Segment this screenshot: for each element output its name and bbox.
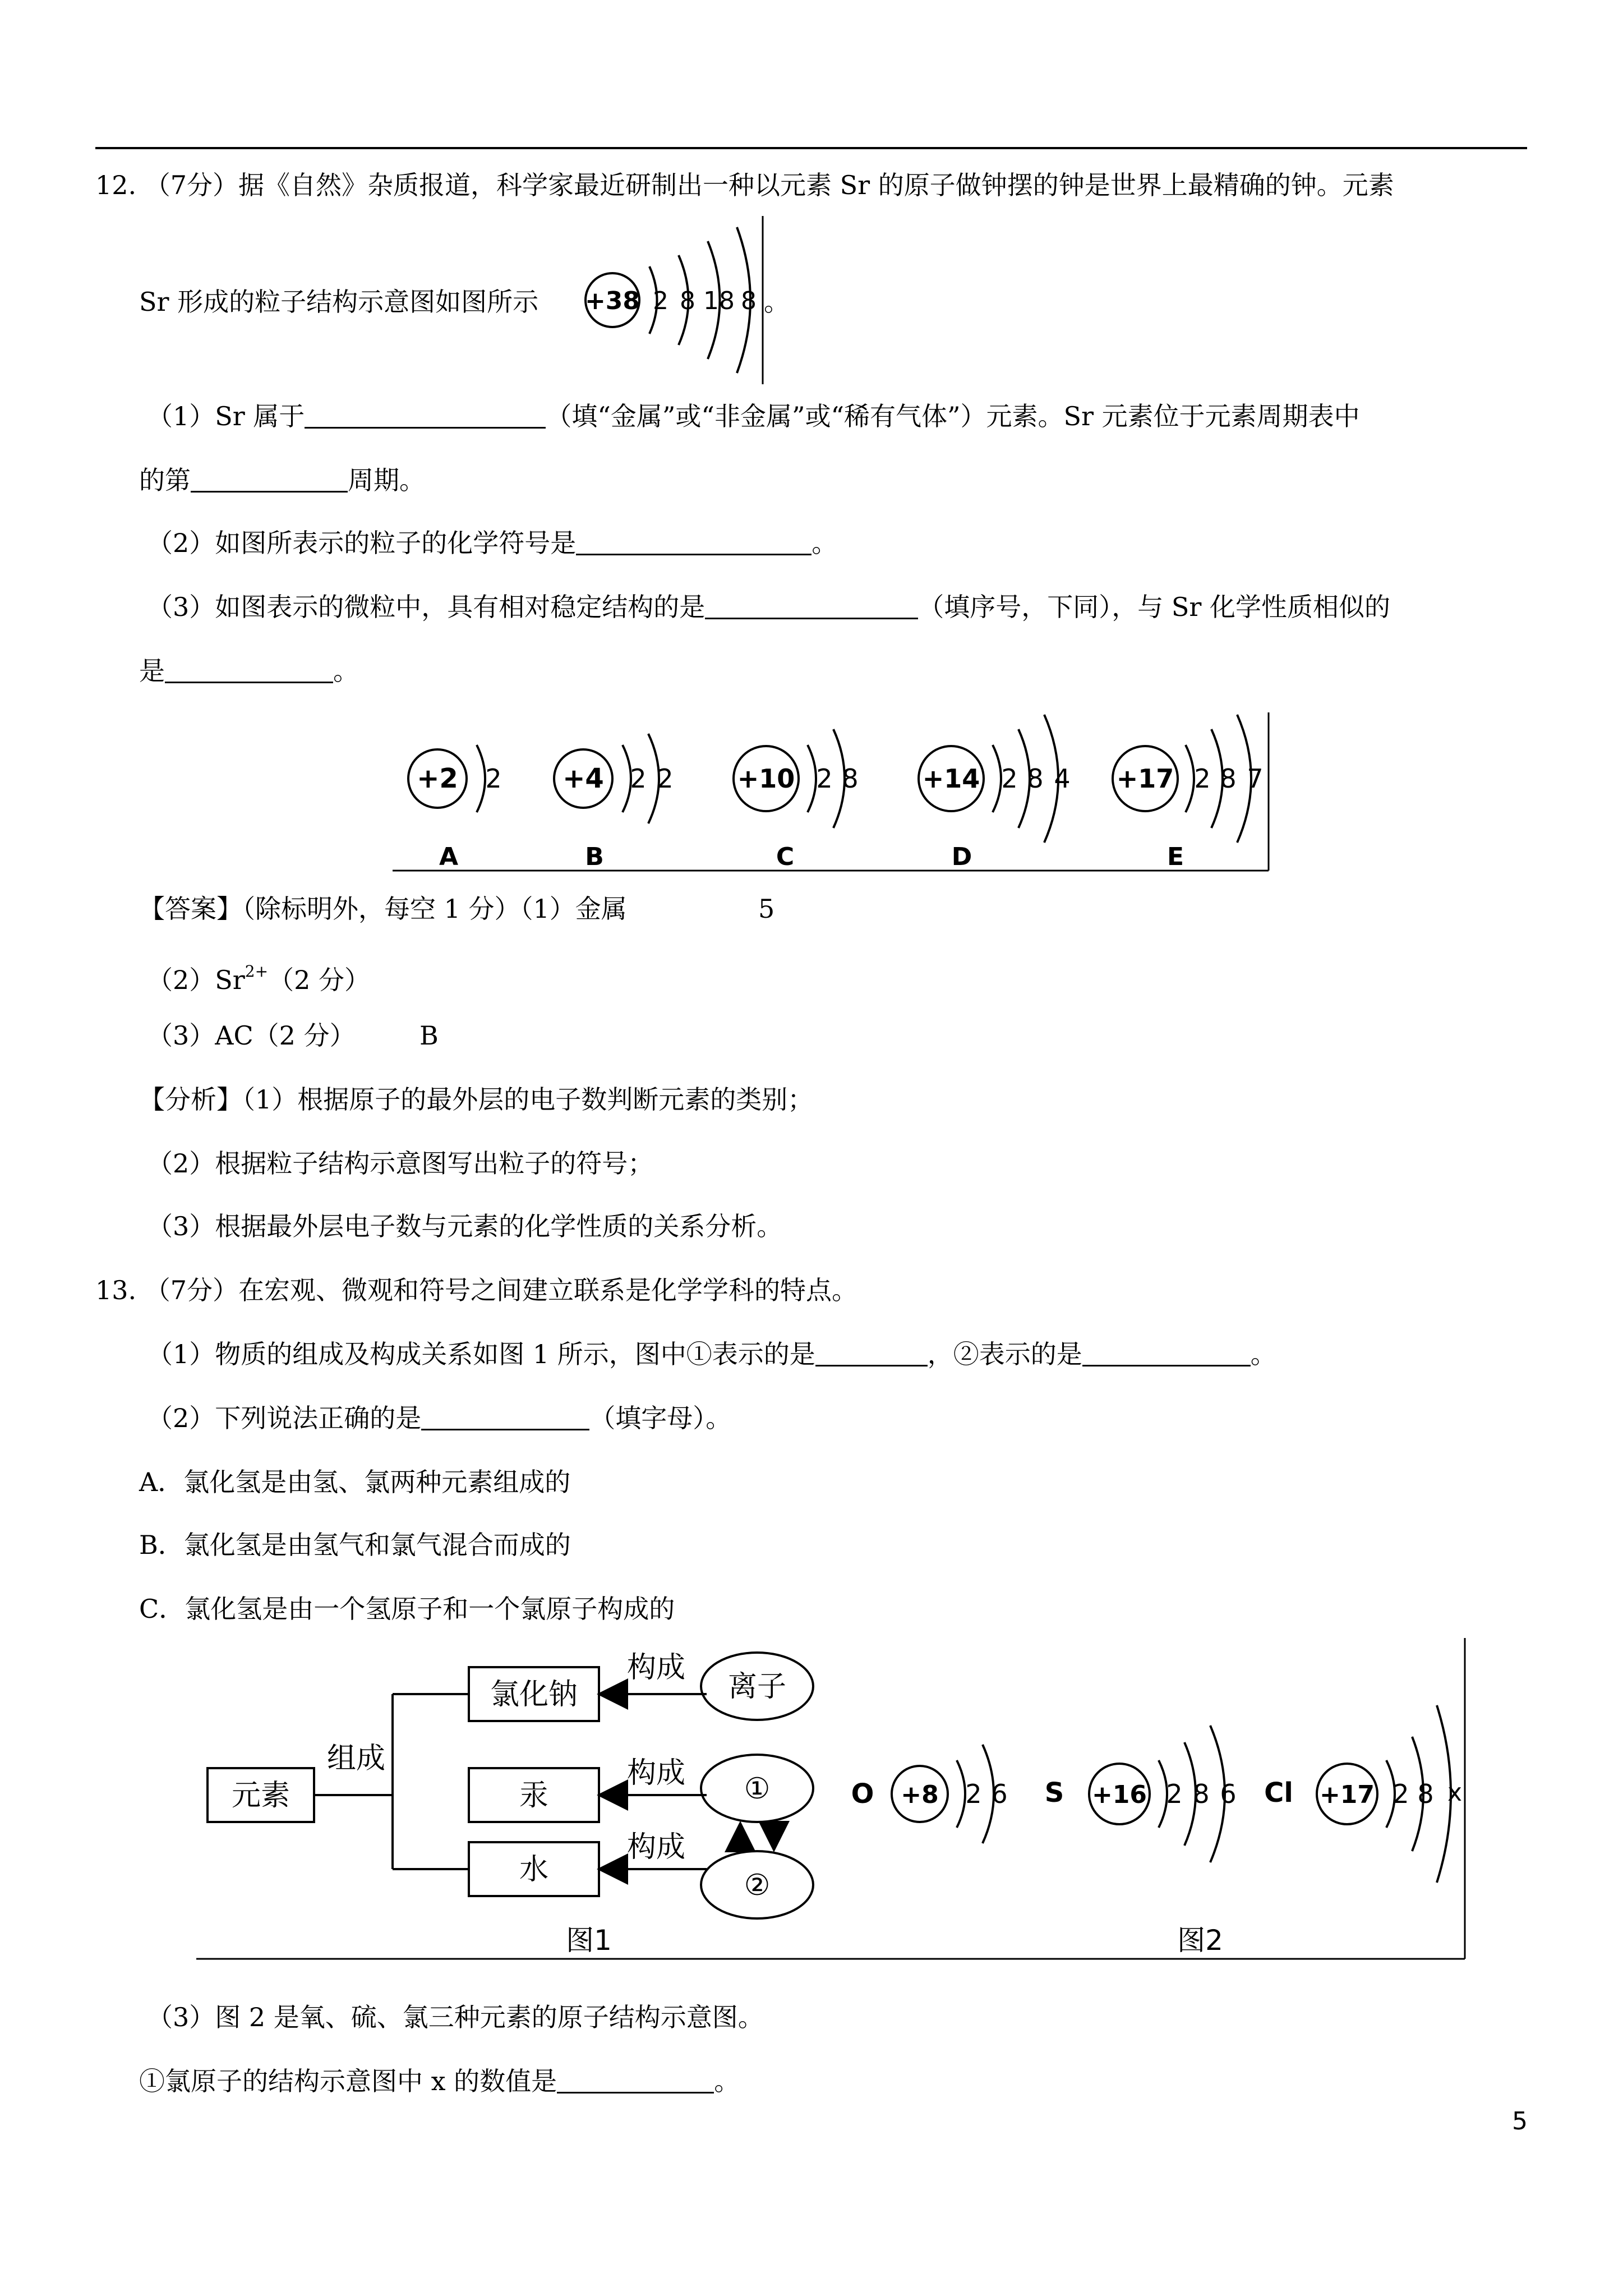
particle-label: ① <box>744 1772 771 1806</box>
particle-label: ② <box>744 1869 771 1902</box>
compose-label: 组成 <box>326 1742 386 1775</box>
q13-option-a: A．氯化氢是由氢、氯两种元素组成的 <box>139 1467 571 1497</box>
sr-shell-electrons: 8 <box>680 287 695 315</box>
particle-label: B <box>585 843 604 871</box>
constitute-label: 构成 <box>626 1830 686 1864</box>
shell-electrons: 8 <box>1027 763 1044 794</box>
constitute-label: 构成 <box>626 1756 686 1790</box>
q12-answer-line2: $(2)Sr^{2+}(2$ 分） <box>147 962 370 995</box>
q12-answer-value-3: B <box>419 1020 439 1051</box>
answer-blank-3[interactable] <box>576 529 811 555</box>
shell-arc <box>993 745 1001 812</box>
q13-option-b: B．氯化氢是由氢气和氯气混合而成的 <box>139 1530 571 1560</box>
q12-stem-line2-end: 。 <box>764 287 790 317</box>
q12-sub3-line1: （3）如图表示的微粒中，具有相对稳定结构的是 （填序号，下同），与 Sr 化学性质相似的 <box>147 592 1391 622</box>
q12-analysis-line3: （3）根据最外层电子数与元素的化学性质的关系分析。 <box>147 1211 783 1241</box>
q12-sub3-line2: 是 。 <box>139 656 359 686</box>
answer-blank-4[interactable] <box>705 593 918 619</box>
shell-arc <box>957 1760 965 1828</box>
shell-electrons: 8 <box>1193 1779 1210 1809</box>
particle-label: C <box>776 843 795 871</box>
shell-electrons: 2 <box>816 763 833 794</box>
element-label: 元素 <box>231 1779 291 1812</box>
atom-nucleus-charge: +8 <box>901 1780 939 1809</box>
q12-stem-line1: 12. （7分）据《自然》杂质报道，科学家最近研制出一种以元素 Sr 的原子做钟摆的钟是世界上最精确的钟。元素 <box>95 170 1394 200</box>
answer-blank-2[interactable] <box>191 466 348 493</box>
sr-nucleus-charge: +38 <box>584 287 640 315</box>
particle-nucleus-charge: +14 <box>922 763 980 794</box>
q12-answer-line3: （3）AC（2 分） <box>147 1020 356 1051</box>
particle-c <box>734 729 859 871</box>
shell-electrons: 2 <box>1001 763 1018 794</box>
shell-electrons: 2 <box>630 763 647 794</box>
sr-shell-electrons: 8 <box>741 287 757 315</box>
figure-2 <box>851 1705 1462 1957</box>
shell-arc <box>1186 745 1194 812</box>
shell-electrons: x <box>1447 1778 1463 1807</box>
answer-blank-6[interactable] <box>815 1340 928 1366</box>
q12-sub2: （2）如图所表示的粒子的化学符号是 。 <box>147 528 838 558</box>
page-number: 5 <box>1512 2107 1528 2136</box>
figure-2-caption: 图2 <box>1177 1924 1223 1957</box>
sr-shell-electrons: 2 <box>653 287 668 315</box>
particle-b <box>554 734 674 871</box>
shell-electrons: 8 <box>1417 1779 1434 1809</box>
shell-electrons: 4 <box>1054 763 1071 794</box>
particle-e <box>1113 715 1264 871</box>
shell-electrons: 2 <box>1393 1779 1409 1809</box>
q12-analysis-line1: 【分析】（1）根据原子的最外层的电子数判断元素的类别； <box>139 1084 814 1115</box>
q13-sub3-1: ①氯原子的结构示意图中 x 的数值是 。 <box>139 2066 740 2096</box>
substance-label: 汞 <box>519 1779 549 1812</box>
particle-nucleus-charge: +4 <box>562 763 604 794</box>
substance-label: 水 <box>519 1853 549 1887</box>
shell-arc <box>808 745 816 812</box>
particles-diagram <box>393 707 1273 875</box>
shell-electrons: 8 <box>842 763 859 794</box>
particle-label: D <box>951 843 972 871</box>
figure-1 <box>208 1651 813 1957</box>
q13-sub1: （1）物质的组成及构成关系如图 1 所示，图中①表示的是 ，②表示的是 。 <box>147 1339 1276 1369</box>
answer-blank-1[interactable] <box>305 402 546 429</box>
atom-symbol: S <box>1044 1777 1064 1809</box>
shell-arc <box>477 745 485 812</box>
q12-answer-value-1: 5 <box>758 894 775 924</box>
q13-stem: 13. （7分）在宏观、微观和符号之间建立联系是化学学科的特点。 <box>95 1275 858 1305</box>
particle-nucleus-charge: +10 <box>737 763 795 794</box>
shell-electrons: 6 <box>1220 1779 1237 1809</box>
particle-d <box>919 715 1071 871</box>
shell-electrons: 7 <box>1247 763 1264 794</box>
shell-electrons: 6 <box>991 1779 1008 1809</box>
atom-symbol: O <box>851 1778 874 1810</box>
atom-symbol: Cl <box>1264 1777 1293 1809</box>
shell-electrons: 2 <box>965 1779 982 1809</box>
q13-sub3: （3）图 2 是氧、硫、氯三种元素的原子结构示意图。 <box>147 2002 764 2032</box>
figure-1-caption: 图1 <box>566 1924 612 1957</box>
particle-a <box>408 745 502 871</box>
shell-electrons: 2 <box>1166 1779 1183 1809</box>
shell-electrons: 2 <box>657 763 674 794</box>
header-rule <box>95 147 1527 149</box>
q13-sub2: （2）下列说法正确的是 （填字母）。 <box>147 1403 732 1433</box>
q12-analysis-line2: （2）根据粒子结构示意图写出粒子的符号； <box>147 1148 654 1179</box>
particle-nucleus-charge: +2 <box>417 763 458 794</box>
substance-label: 氯化钠 <box>490 1678 578 1711</box>
answer-blank-9[interactable] <box>557 2067 714 2093</box>
answer-blank-7[interactable] <box>1082 1340 1251 1366</box>
q12-sub1-line2: 的第 周期。 <box>139 465 425 495</box>
particle-label: E <box>1166 843 1184 871</box>
particle-label: A <box>439 843 459 871</box>
q12-answer-line1: 【答案】（除标明外，每空 1 分）（1）金属 <box>139 894 627 924</box>
sr-shell-electrons: 18 <box>703 287 735 315</box>
q12-stem-line2: Sr 形成的粒子结构示意图如图所示 <box>139 287 539 317</box>
particle-nucleus-charge: +17 <box>1116 763 1174 794</box>
atom-nucleus-charge: +16 <box>1091 1780 1147 1809</box>
shell-electrons: 8 <box>1220 763 1237 794</box>
q13-figures <box>196 1638 1469 1986</box>
sr-structure-diagram <box>578 216 768 384</box>
answer-blank-8[interactable] <box>421 1404 589 1430</box>
shell-electrons: 2 <box>485 763 502 794</box>
constitute-label: 构成 <box>626 1651 686 1685</box>
shell-electrons: 2 <box>1194 763 1211 794</box>
atom-nucleus-charge: +17 <box>1319 1780 1375 1809</box>
answer-blank-5[interactable] <box>165 657 333 683</box>
q13-option-c: C．氯化氢是由一个氢原子和一个氯原子构成的 <box>139 1594 675 1624</box>
particle-label: 离子 <box>727 1670 787 1704</box>
q12-sub1-line1: （1）Sr 属于 （填“金属”或“非金属”或“稀有气体”）元素。Sr 元素位于元素周期表中 <box>147 401 1360 431</box>
